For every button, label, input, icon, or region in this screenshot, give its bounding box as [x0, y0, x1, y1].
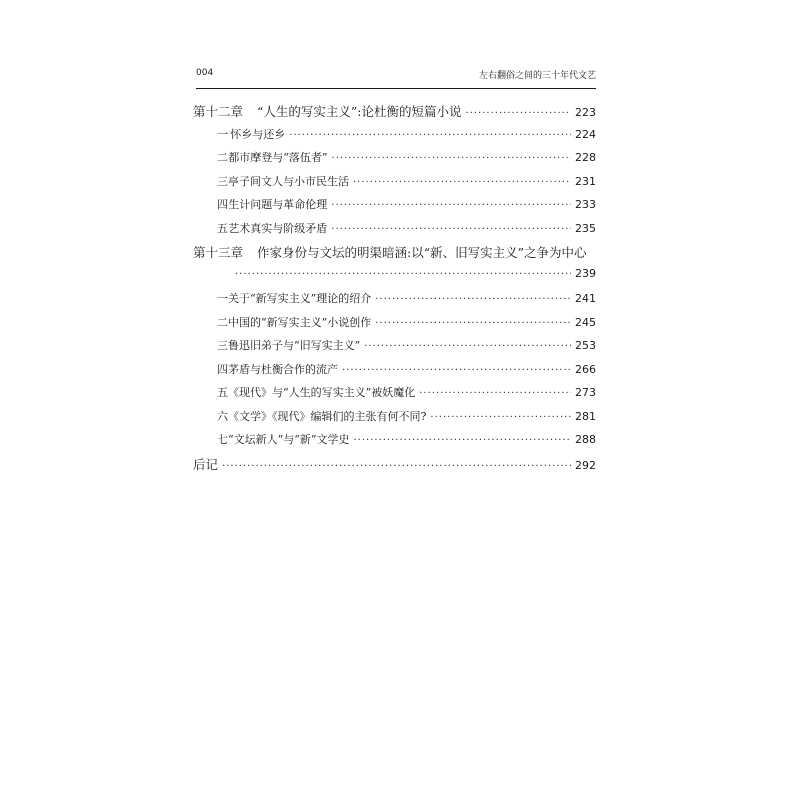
toc-section-12-2[interactable] [193, 149, 596, 173]
section-number: 一 [217, 127, 228, 141]
section-number: 六 [217, 409, 228, 423]
toc-section-12-1[interactable] [193, 126, 596, 150]
page-ref: 288 [575, 433, 596, 446]
running-header [196, 68, 596, 86]
section-number: 五 [217, 221, 228, 235]
page-ref: 253 [575, 339, 596, 352]
toc-chapter-12[interactable] [193, 102, 596, 126]
section-title: 茅盾与杜衡合作的流产 [228, 362, 338, 376]
section-title: 《现代》与“人生的写实主义”被妖魔化 [228, 386, 416, 399]
dot-leader [331, 224, 571, 235]
page-ref: 233 [575, 198, 596, 211]
dot-leader [430, 412, 571, 423]
dot-leader [466, 108, 571, 119]
toc-section-13-2[interactable] [193, 314, 596, 338]
header-rule [196, 88, 596, 89]
section-title: 亭子间文人与小市民生活 [228, 174, 349, 188]
section-title: 中国的“新写实主义”小说创作 [228, 315, 372, 329]
dot-leader [354, 435, 572, 446]
toc-chapter-13[interactable] [193, 243, 596, 267]
toc-section-12-5[interactable] [193, 220, 596, 244]
page-ref: 245 [575, 315, 596, 329]
chapter-number: 第十三章 [193, 245, 244, 260]
dot-leader [353, 177, 571, 188]
toc-section-13-1[interactable] [193, 290, 596, 314]
dot-leader [419, 388, 571, 399]
section-number: 一 [217, 292, 228, 305]
section-title: 怀乡与还乡 [230, 127, 286, 141]
section-title: “文坛新人”与“新”文学史 [228, 433, 350, 446]
toc-chapter-13-continuation[interactable] [193, 267, 596, 291]
section-number: 四 [217, 198, 228, 211]
section-number: 五 [217, 386, 228, 399]
section-title: 生计问题与革命伦理 [228, 198, 328, 211]
toc-section-13-7[interactable] [193, 431, 596, 455]
toc-section-13-3[interactable] [193, 337, 596, 361]
section-number: 三 [217, 174, 228, 188]
page-ref: 281 [575, 409, 596, 423]
chapter-number: 第十二章 [193, 104, 244, 119]
section-number: 七 [217, 433, 228, 446]
toc-section-12-4[interactable] [193, 196, 596, 220]
dot-leader [375, 318, 571, 329]
toc-section-13-5[interactable] [193, 384, 596, 408]
section-number: 四 [217, 362, 228, 376]
page-ref: 231 [575, 174, 596, 188]
table-of-contents [193, 102, 596, 478]
page-ref: 273 [575, 386, 596, 399]
section-title: 艺术真实与阶级矛盾 [228, 221, 328, 235]
toc-section-13-4[interactable] [193, 361, 596, 385]
page-ref: 235 [575, 221, 596, 235]
toc-afterword[interactable] [193, 455, 596, 479]
section-number: 二 [217, 315, 228, 329]
chapter-title: 作家身份与文坛的明渠暗涵:以“新、旧写实主义”之争为中心 [257, 245, 587, 260]
section-title: 鲁迅旧弟子与“旧写实主义” [228, 339, 361, 352]
section-title: 关于“新写实主义”理论的绍介 [228, 292, 372, 305]
dot-leader [342, 365, 571, 376]
afterword-title: 后记 [193, 456, 219, 472]
section-title: 都市摩登与“落伍者” [228, 151, 328, 164]
toc-section-13-6[interactable] [193, 408, 596, 432]
page-ref: 224 [575, 127, 596, 141]
section-number: 二 [217, 151, 228, 164]
dot-leader [289, 130, 571, 141]
dot-leader [332, 153, 571, 164]
page-ref: 292 [575, 458, 596, 472]
dot-leader [375, 294, 571, 305]
dot-leader [222, 461, 571, 472]
chapter-title: “人生的写实主义”:论杜衡的短篇小说 [257, 104, 462, 119]
book-title: 左右翻俗之间的三十年代文艺 [478, 71, 596, 81]
page-ref: 241 [575, 292, 596, 305]
page-ref: 223 [575, 106, 596, 119]
section-number: 三 [217, 339, 228, 352]
page-number: 004 [196, 68, 214, 78]
page-ref: 239 [575, 266, 596, 280]
toc-section-12-3[interactable] [193, 173, 596, 197]
dot-leader [235, 269, 571, 280]
dot-leader [364, 341, 571, 352]
page-ref: 266 [575, 362, 596, 376]
section-title: 《文学》《现代》编辑们的主张有何不同? [228, 409, 427, 423]
dot-leader [331, 200, 571, 211]
page-ref: 228 [575, 151, 596, 164]
